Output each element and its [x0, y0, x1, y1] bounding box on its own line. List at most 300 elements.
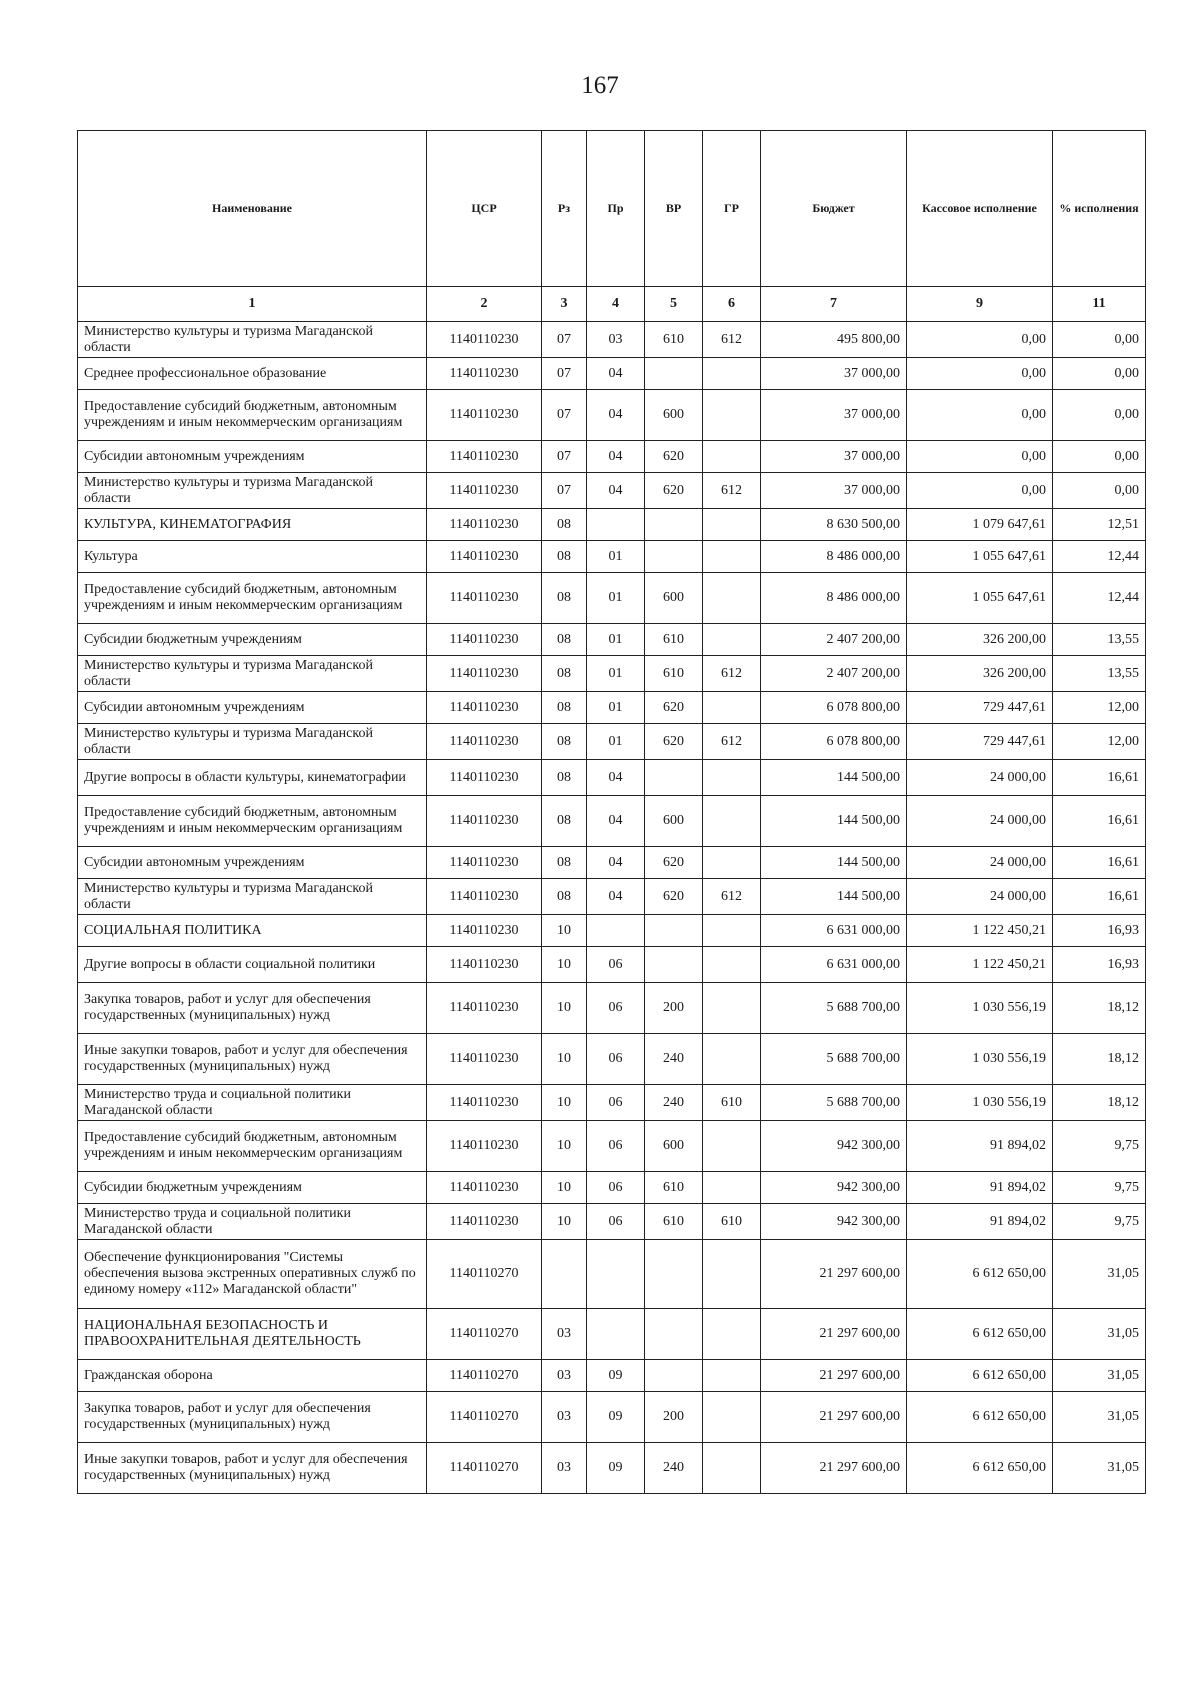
column-number: 9 — [907, 287, 1053, 322]
cell-csr: 1140110230 — [427, 509, 542, 541]
cell-pr: 09 — [587, 1443, 645, 1494]
cell-gr — [703, 1360, 761, 1392]
cell-pct: 9,75 — [1053, 1172, 1146, 1204]
cell-cash: 0,00 — [907, 390, 1053, 441]
cell-vr — [645, 915, 703, 947]
cell-csr: 1140110230 — [427, 847, 542, 879]
cell-pr: 06 — [587, 947, 645, 983]
table-row — [78, 1392, 1146, 1443]
cell-vr: 200 — [645, 983, 703, 1034]
cell-rz: 03 — [542, 1392, 587, 1443]
cell-rz: 07 — [542, 358, 587, 390]
cell-csr: 1140110230 — [427, 1034, 542, 1085]
table-row — [78, 1240, 1146, 1309]
cell-csr: 1140110230 — [427, 541, 542, 573]
table-row — [78, 1360, 1146, 1392]
cell-name: Субсидии автономным учреждениям — [78, 847, 427, 879]
cell-rz: 10 — [542, 915, 587, 947]
cell-name: Министерство культуры и туризма Магаданской области — [78, 724, 427, 760]
cell-name: Министерство труда и социальной политики Магаданской области — [78, 1085, 427, 1121]
header-row — [78, 131, 1146, 287]
cell-rz: 10 — [542, 947, 587, 983]
cell-pct: 12,00 — [1053, 724, 1146, 760]
cell-vr: 610 — [645, 322, 703, 358]
cell-cash: 6 612 650,00 — [907, 1309, 1053, 1360]
cell-cash: 6 612 650,00 — [907, 1240, 1053, 1309]
cell-pr: 01 — [587, 692, 645, 724]
cell-rz: 03 — [542, 1309, 587, 1360]
cell-gr — [703, 1240, 761, 1309]
cell-cash: 1 030 556,19 — [907, 1034, 1053, 1085]
cell-vr: 620 — [645, 724, 703, 760]
cell-rz: 08 — [542, 541, 587, 573]
column-number: 7 — [761, 287, 907, 322]
cell-budget: 144 500,00 — [761, 796, 907, 847]
cell-gr — [703, 692, 761, 724]
cell-pr: 06 — [587, 1172, 645, 1204]
cell-gr: 612 — [703, 879, 761, 915]
cell-vr: 600 — [645, 796, 703, 847]
table-row — [78, 796, 1146, 847]
cell-pct: 16,93 — [1053, 947, 1146, 983]
cell-csr: 1140110230 — [427, 441, 542, 473]
table-row — [78, 573, 1146, 624]
cell-budget: 942 300,00 — [761, 1172, 907, 1204]
cell-rz: 08 — [542, 692, 587, 724]
table-row — [78, 1121, 1146, 1172]
cell-rz: 10 — [542, 1034, 587, 1085]
cell-name: Министерство культуры и туризма Магаданской области — [78, 473, 427, 509]
cell-pct: 12,44 — [1053, 573, 1146, 624]
cell-gr — [703, 1121, 761, 1172]
cell-name: НАЦИОНАЛЬНАЯ БЕЗОПАСНОСТЬ И ПРАВООХРАНИТЕЛЬНАЯ ДЕЯТЕЛЬНОСТЬ — [78, 1309, 427, 1360]
cell-pct: 12,44 — [1053, 541, 1146, 573]
cell-name: КУЛЬТУРА, КИНЕМАТОГРАФИЯ — [78, 509, 427, 541]
cell-budget: 942 300,00 — [761, 1121, 907, 1172]
table-row — [78, 656, 1146, 692]
cell-vr: 240 — [645, 1085, 703, 1121]
cell-pct: 0,00 — [1053, 473, 1146, 509]
cell-pct: 31,05 — [1053, 1360, 1146, 1392]
cell-rz: 03 — [542, 1360, 587, 1392]
cell-rz: 08 — [542, 573, 587, 624]
table-row — [78, 947, 1146, 983]
cell-budget: 21 297 600,00 — [761, 1392, 907, 1443]
cell-cash: 6 612 650,00 — [907, 1360, 1053, 1392]
cell-csr: 1140110230 — [427, 1121, 542, 1172]
cell-gr — [703, 796, 761, 847]
cell-pct: 9,75 — [1053, 1204, 1146, 1240]
cell-vr: 610 — [645, 1204, 703, 1240]
cell-name: Предоставление субсидий бюджетным, автономным учреждениям и иным некоммерческим организациям — [78, 1121, 427, 1172]
cell-csr: 1140110270 — [427, 1360, 542, 1392]
cell-cash: 91 894,02 — [907, 1121, 1053, 1172]
cell-cash: 91 894,02 — [907, 1204, 1053, 1240]
cell-csr: 1140110230 — [427, 947, 542, 983]
table-row — [78, 879, 1146, 915]
cell-pr — [587, 1240, 645, 1309]
cell-vr: 610 — [645, 656, 703, 692]
cell-gr: 610 — [703, 1204, 761, 1240]
cell-cash: 1 055 647,61 — [907, 541, 1053, 573]
cell-pr: 01 — [587, 724, 645, 760]
cell-name: Субсидии автономным учреждениям — [78, 692, 427, 724]
table-row — [78, 624, 1146, 656]
cell-rz: 07 — [542, 441, 587, 473]
cell-budget: 144 500,00 — [761, 847, 907, 879]
header-budget: Бюджет — [761, 131, 907, 287]
cell-vr: 600 — [645, 390, 703, 441]
cell-pr: 06 — [587, 1085, 645, 1121]
cell-vr: 600 — [645, 573, 703, 624]
cell-csr: 1140110230 — [427, 983, 542, 1034]
cell-name: Гражданская оборона — [78, 1360, 427, 1392]
column-numbers-row — [78, 287, 1146, 322]
cell-pr — [587, 509, 645, 541]
cell-gr — [703, 1392, 761, 1443]
table-row — [78, 847, 1146, 879]
cell-vr — [645, 509, 703, 541]
table-row — [78, 1172, 1146, 1204]
header-pr: Пр — [587, 131, 645, 287]
cell-csr: 1140110230 — [427, 915, 542, 947]
cell-rz: 08 — [542, 724, 587, 760]
cell-rz: 10 — [542, 1121, 587, 1172]
cell-csr: 1140110230 — [427, 1172, 542, 1204]
cell-pct: 12,51 — [1053, 509, 1146, 541]
cell-cash: 24 000,00 — [907, 879, 1053, 915]
cell-pct: 18,12 — [1053, 983, 1146, 1034]
cell-cash: 729 447,61 — [907, 724, 1053, 760]
cell-gr — [703, 915, 761, 947]
cell-pct: 12,00 — [1053, 692, 1146, 724]
cell-pr: 01 — [587, 656, 645, 692]
cell-pct: 0,00 — [1053, 441, 1146, 473]
cell-cash: 6 612 650,00 — [907, 1392, 1053, 1443]
cell-cash: 326 200,00 — [907, 624, 1053, 656]
table-row — [78, 1204, 1146, 1240]
cell-name: Закупка товаров, работ и услуг для обеспечения государственных (муниципальных) нужд — [78, 1392, 427, 1443]
cell-pr — [587, 1309, 645, 1360]
cell-name: Министерство труда и социальной политики Магаданской области — [78, 1204, 427, 1240]
cell-gr — [703, 624, 761, 656]
cell-rz: 08 — [542, 656, 587, 692]
cell-gr: 612 — [703, 724, 761, 760]
cell-rz: 10 — [542, 1085, 587, 1121]
cell-csr: 1140110270 — [427, 1443, 542, 1494]
column-number: 3 — [542, 287, 587, 322]
cell-rz: 07 — [542, 322, 587, 358]
cell-budget: 5 688 700,00 — [761, 1085, 907, 1121]
cell-pct: 31,05 — [1053, 1443, 1146, 1494]
cell-pct: 16,61 — [1053, 879, 1146, 915]
cell-pr: 06 — [587, 1204, 645, 1240]
cell-pr: 04 — [587, 760, 645, 796]
cell-rz: 03 — [542, 1443, 587, 1494]
cell-cash: 6 612 650,00 — [907, 1443, 1053, 1494]
cell-pr: 03 — [587, 322, 645, 358]
cell-rz: 07 — [542, 390, 587, 441]
cell-budget: 8 630 500,00 — [761, 509, 907, 541]
cell-cash: 1 030 556,19 — [907, 983, 1053, 1034]
cell-budget: 8 486 000,00 — [761, 573, 907, 624]
cell-rz — [542, 1240, 587, 1309]
cell-pct: 31,05 — [1053, 1240, 1146, 1309]
cell-vr: 620 — [645, 441, 703, 473]
cell-rz: 07 — [542, 473, 587, 509]
cell-name: Иные закупки товаров, работ и услуг для обеспечения государственных (муниципальных) нужд — [78, 1443, 427, 1494]
table-row — [78, 441, 1146, 473]
cell-cash: 1 079 647,61 — [907, 509, 1053, 541]
cell-vr: 620 — [645, 692, 703, 724]
cell-csr: 1140110230 — [427, 724, 542, 760]
cell-name: Предоставление субсидий бюджетным, автономным учреждениям и иным некоммерческим организациям — [78, 796, 427, 847]
cell-name: Министерство культуры и туризма Магаданской области — [78, 322, 427, 358]
column-number: 6 — [703, 287, 761, 322]
cell-rz: 10 — [542, 1204, 587, 1240]
cell-pct: 0,00 — [1053, 390, 1146, 441]
cell-csr: 1140110230 — [427, 1085, 542, 1121]
column-number: 5 — [645, 287, 703, 322]
cell-pct: 13,55 — [1053, 624, 1146, 656]
cell-csr: 1140110230 — [427, 322, 542, 358]
header-pct: % исполнения — [1053, 131, 1146, 287]
cell-budget: 21 297 600,00 — [761, 1309, 907, 1360]
cell-name: СОЦИАЛЬНАЯ ПОЛИТИКА — [78, 915, 427, 947]
cell-vr: 610 — [645, 624, 703, 656]
cell-pr: 09 — [587, 1360, 645, 1392]
cell-rz: 08 — [542, 847, 587, 879]
cell-pr: 04 — [587, 473, 645, 509]
cell-vr — [645, 1360, 703, 1392]
cell-vr — [645, 541, 703, 573]
cell-csr: 1140110230 — [427, 692, 542, 724]
cell-cash: 0,00 — [907, 358, 1053, 390]
cell-rz: 08 — [542, 879, 587, 915]
table-row — [78, 358, 1146, 390]
cell-gr — [703, 541, 761, 573]
cell-gr — [703, 1034, 761, 1085]
cell-rz: 08 — [542, 509, 587, 541]
cell-gr — [703, 847, 761, 879]
cell-budget: 5 688 700,00 — [761, 983, 907, 1034]
table-row — [78, 390, 1146, 441]
cell-budget: 144 500,00 — [761, 760, 907, 796]
cell-pr: 04 — [587, 796, 645, 847]
cell-cash: 0,00 — [907, 322, 1053, 358]
cell-cash: 1 122 450,21 — [907, 915, 1053, 947]
cell-vr: 600 — [645, 1121, 703, 1172]
header-rz: Рз — [542, 131, 587, 287]
cell-csr: 1140110230 — [427, 358, 542, 390]
cell-csr: 1140110230 — [427, 390, 542, 441]
table-row — [78, 1443, 1146, 1494]
cell-csr: 1140110230 — [427, 1204, 542, 1240]
table-row — [78, 983, 1146, 1034]
cell-csr: 1140110230 — [427, 796, 542, 847]
cell-vr: 200 — [645, 1392, 703, 1443]
cell-pct: 16,61 — [1053, 796, 1146, 847]
cell-pct: 0,00 — [1053, 322, 1146, 358]
cell-name: Министерство культуры и туризма Магаданской области — [78, 656, 427, 692]
cell-budget: 8 486 000,00 — [761, 541, 907, 573]
cell-pct: 18,12 — [1053, 1085, 1146, 1121]
cell-pr: 04 — [587, 390, 645, 441]
column-number: 1 — [78, 287, 427, 322]
table-row — [78, 1034, 1146, 1085]
table-row — [78, 1085, 1146, 1121]
cell-cash: 0,00 — [907, 441, 1053, 473]
cell-vr: 610 — [645, 1172, 703, 1204]
table-row — [78, 760, 1146, 796]
cell-name: Другие вопросы в области социальной политики — [78, 947, 427, 983]
column-number: 4 — [587, 287, 645, 322]
table-row — [78, 509, 1146, 541]
cell-gr: 612 — [703, 322, 761, 358]
cell-csr: 1140110230 — [427, 879, 542, 915]
cell-pr: 06 — [587, 1121, 645, 1172]
cell-pr: 06 — [587, 983, 645, 1034]
cell-vr — [645, 947, 703, 983]
cell-name: Субсидии бюджетным учреждениям — [78, 1172, 427, 1204]
cell-gr — [703, 760, 761, 796]
cell-csr: 1140110230 — [427, 760, 542, 796]
cell-budget: 6 631 000,00 — [761, 915, 907, 947]
cell-name: Субсидии автономным учреждениям — [78, 441, 427, 473]
cell-budget: 2 407 200,00 — [761, 656, 907, 692]
cell-pct: 31,05 — [1053, 1309, 1146, 1360]
cell-pr: 09 — [587, 1392, 645, 1443]
table-row — [78, 541, 1146, 573]
cell-cash: 0,00 — [907, 473, 1053, 509]
cell-pr: 04 — [587, 441, 645, 473]
cell-vr — [645, 760, 703, 796]
cell-cash: 24 000,00 — [907, 760, 1053, 796]
cell-pct: 16,61 — [1053, 760, 1146, 796]
cell-name: Предоставление субсидий бюджетным, автономным учреждениям и иным некоммерческим организациям — [78, 573, 427, 624]
cell-vr: 240 — [645, 1034, 703, 1085]
cell-vr: 240 — [645, 1443, 703, 1494]
cell-name: Иные закупки товаров, работ и услуг для обеспечения государственных (муниципальных) нужд — [78, 1034, 427, 1085]
cell-gr — [703, 947, 761, 983]
cell-budget: 37 000,00 — [761, 441, 907, 473]
table-row — [78, 915, 1146, 947]
cell-pr: 04 — [587, 358, 645, 390]
cell-rz: 08 — [542, 624, 587, 656]
budget-table — [77, 130, 1146, 1494]
cell-cash: 1 030 556,19 — [907, 1085, 1053, 1121]
header-csr: ЦСР — [427, 131, 542, 287]
header-cash: Кассовое исполнение — [907, 131, 1053, 287]
cell-gr: 610 — [703, 1085, 761, 1121]
cell-csr: 1140110230 — [427, 573, 542, 624]
cell-name: Обеспечение функционирования "Системы обеспечения вызова экстренных оперативных служб по единому номеру «112» Магаданской области" — [78, 1240, 427, 1309]
cell-pct: 9,75 — [1053, 1121, 1146, 1172]
cell-rz: 08 — [542, 760, 587, 796]
cell-pr: 01 — [587, 573, 645, 624]
page-number: 167 — [581, 72, 619, 99]
cell-budget: 21 297 600,00 — [761, 1360, 907, 1392]
cell-rz: 10 — [542, 983, 587, 1034]
cell-rz: 10 — [542, 1172, 587, 1204]
cell-budget: 144 500,00 — [761, 879, 907, 915]
cell-name: Закупка товаров, работ и услуг для обеспечения государственных (муниципальных) нужд — [78, 983, 427, 1034]
cell-pr: 01 — [587, 624, 645, 656]
cell-budget: 5 688 700,00 — [761, 1034, 907, 1085]
cell-budget: 21 297 600,00 — [761, 1443, 907, 1494]
cell-cash: 24 000,00 — [907, 796, 1053, 847]
cell-csr: 1140110270 — [427, 1392, 542, 1443]
cell-budget: 21 297 600,00 — [761, 1240, 907, 1309]
table-row — [78, 1309, 1146, 1360]
cell-gr: 612 — [703, 656, 761, 692]
cell-name: Министерство культуры и туризма Магаданской области — [78, 879, 427, 915]
cell-pct: 0,00 — [1053, 358, 1146, 390]
cell-csr: 1140110270 — [427, 1240, 542, 1309]
cell-cash: 326 200,00 — [907, 656, 1053, 692]
cell-pr — [587, 915, 645, 947]
cell-vr: 620 — [645, 473, 703, 509]
cell-budget: 6 631 000,00 — [761, 947, 907, 983]
cell-pct: 16,61 — [1053, 847, 1146, 879]
cell-name: Среднее профессиональное образование — [78, 358, 427, 390]
cell-cash: 24 000,00 — [907, 847, 1053, 879]
cell-cash: 729 447,61 — [907, 692, 1053, 724]
cell-pct: 31,05 — [1053, 1392, 1146, 1443]
table-row — [78, 322, 1146, 358]
cell-vr — [645, 358, 703, 390]
cell-pct: 13,55 — [1053, 656, 1146, 692]
cell-pr: 01 — [587, 541, 645, 573]
cell-pr: 04 — [587, 879, 645, 915]
cell-budget: 37 000,00 — [761, 473, 907, 509]
cell-cash: 91 894,02 — [907, 1172, 1053, 1204]
column-number: 11 — [1053, 287, 1146, 322]
cell-csr: 1140110230 — [427, 656, 542, 692]
cell-csr: 1140110270 — [427, 1309, 542, 1360]
cell-pr: 06 — [587, 1034, 645, 1085]
header-gr: ГР — [703, 131, 761, 287]
cell-name: Предоставление субсидий бюджетным, автономным учреждениям и иным некоммерческим организациям — [78, 390, 427, 441]
cell-pr: 04 — [587, 847, 645, 879]
cell-budget: 495 800,00 — [761, 322, 907, 358]
cell-vr — [645, 1309, 703, 1360]
cell-vr: 620 — [645, 847, 703, 879]
cell-budget: 37 000,00 — [761, 390, 907, 441]
cell-cash: 1 055 647,61 — [907, 573, 1053, 624]
cell-budget: 6 078 800,00 — [761, 692, 907, 724]
cell-name: Другие вопросы в области культуры, кинематографии — [78, 760, 427, 796]
cell-budget: 942 300,00 — [761, 1204, 907, 1240]
cell-budget: 37 000,00 — [761, 358, 907, 390]
cell-name: Культура — [78, 541, 427, 573]
cell-rz: 08 — [542, 796, 587, 847]
table-row — [78, 724, 1146, 760]
cell-csr: 1140110230 — [427, 473, 542, 509]
cell-vr: 620 — [645, 879, 703, 915]
header-name: Наименование — [78, 131, 427, 287]
header-vr: ВР — [645, 131, 703, 287]
cell-pct: 16,93 — [1053, 915, 1146, 947]
cell-gr — [703, 573, 761, 624]
cell-budget: 2 407 200,00 — [761, 624, 907, 656]
cell-gr — [703, 358, 761, 390]
cell-gr — [703, 1443, 761, 1494]
cell-gr — [703, 1309, 761, 1360]
cell-budget: 6 078 800,00 — [761, 724, 907, 760]
cell-name: Субсидии бюджетным учреждениям — [78, 624, 427, 656]
table-row — [78, 692, 1146, 724]
